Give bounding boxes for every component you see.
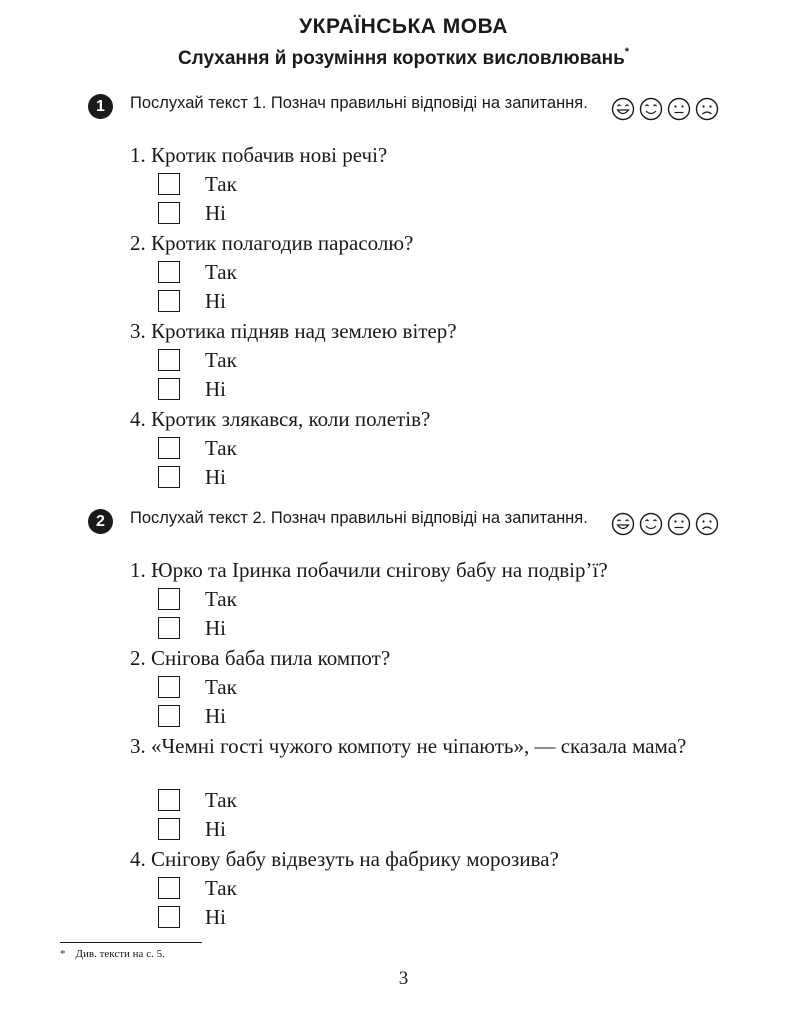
no-label: Ні [205,616,226,640]
no-label: Ні [205,817,226,841]
sad-face-icon[interactable] [697,99,718,120]
laughing-face-icon[interactable] [613,99,634,120]
yes-checkbox[interactable] [158,676,180,698]
self-assessment-smileys [610,95,722,123]
page-number: 3 [398,968,409,989]
task-number: 2 [88,509,113,534]
no-label: Ні [205,201,226,225]
yes-label: Так [205,348,237,372]
neutral-face-icon[interactable] [669,514,690,535]
no-checkbox[interactable] [158,466,180,488]
yes-checkbox[interactable] [158,437,180,459]
no-label: Ні [205,704,226,728]
no-checkbox[interactable] [158,906,180,928]
no-label: Ні [205,465,226,489]
footnote-text: Див. тексти на с. 5. [75,948,165,960]
no-checkbox[interactable] [158,290,180,312]
yes-label: Так [205,436,237,460]
yes-checkbox[interactable] [158,877,180,899]
no-label: Ні [205,289,226,313]
question-4: 4. Снігову бабу відвезуть на фабрику морозива? [130,847,559,871]
yes-checkbox[interactable] [158,173,180,195]
page-subtitle [0,48,807,70]
footnote-divider [60,942,202,943]
yes-label: Так [205,675,237,699]
no-checkbox[interactable] [158,378,180,400]
task-instruction: Послухай текст 2. Познач правильні відповіді на запитання. [130,509,588,527]
question-3: 3. «Чемні гості чужого компоту не чіпають», — сказала мама? [130,734,687,758]
page-title: УКРАЇНСЬКА МОВА [299,15,508,38]
question-2: 2. Снігова баба пила компот? [130,646,391,670]
no-checkbox[interactable] [158,818,180,840]
yes-checkbox[interactable] [158,789,180,811]
yes-checkbox[interactable] [158,588,180,610]
no-label: Ні [205,905,226,929]
task-number: 1 [88,94,113,119]
question-3: 3. Кротика підняв над землею вітер? [130,319,457,343]
no-label: Ні [205,377,226,401]
sad-face-icon[interactable] [697,514,718,535]
footnote-marker: * [624,46,630,58]
question-1: 1. Юрко та Іринка побачили снігову бабу на подвір’ї? [130,558,608,582]
no-checkbox[interactable] [158,202,180,224]
question-4: 4. Кротик злякався, коли полетів? [130,407,431,431]
no-checkbox[interactable] [158,617,180,639]
yes-label: Так [205,260,237,284]
yes-label: Так [205,788,237,812]
laughing-face-icon[interactable] [613,514,634,535]
yes-checkbox[interactable] [158,261,180,283]
yes-label: Так [205,587,237,611]
smiling-face-icon[interactable] [641,99,662,120]
footnote-mark: * [60,948,66,960]
yes-label: Так [205,172,237,196]
yes-checkbox[interactable] [158,349,180,371]
task-instruction: Послухай текст 1. Познач правильні відповіді на запитання. [130,94,588,112]
smiling-face-icon[interactable] [641,514,662,535]
footnote [60,948,165,960]
self-assessment-smileys [610,510,722,538]
neutral-face-icon[interactable] [669,99,690,120]
yes-label: Так [205,876,237,900]
question-1: 1. Кротик побачив нові речі? [130,143,388,167]
no-checkbox[interactable] [158,705,180,727]
question-2: 2. Кротик полагодив парасолю? [130,231,414,255]
subtitle-text: Слухання й розуміння коротких висловлювань [177,48,625,69]
